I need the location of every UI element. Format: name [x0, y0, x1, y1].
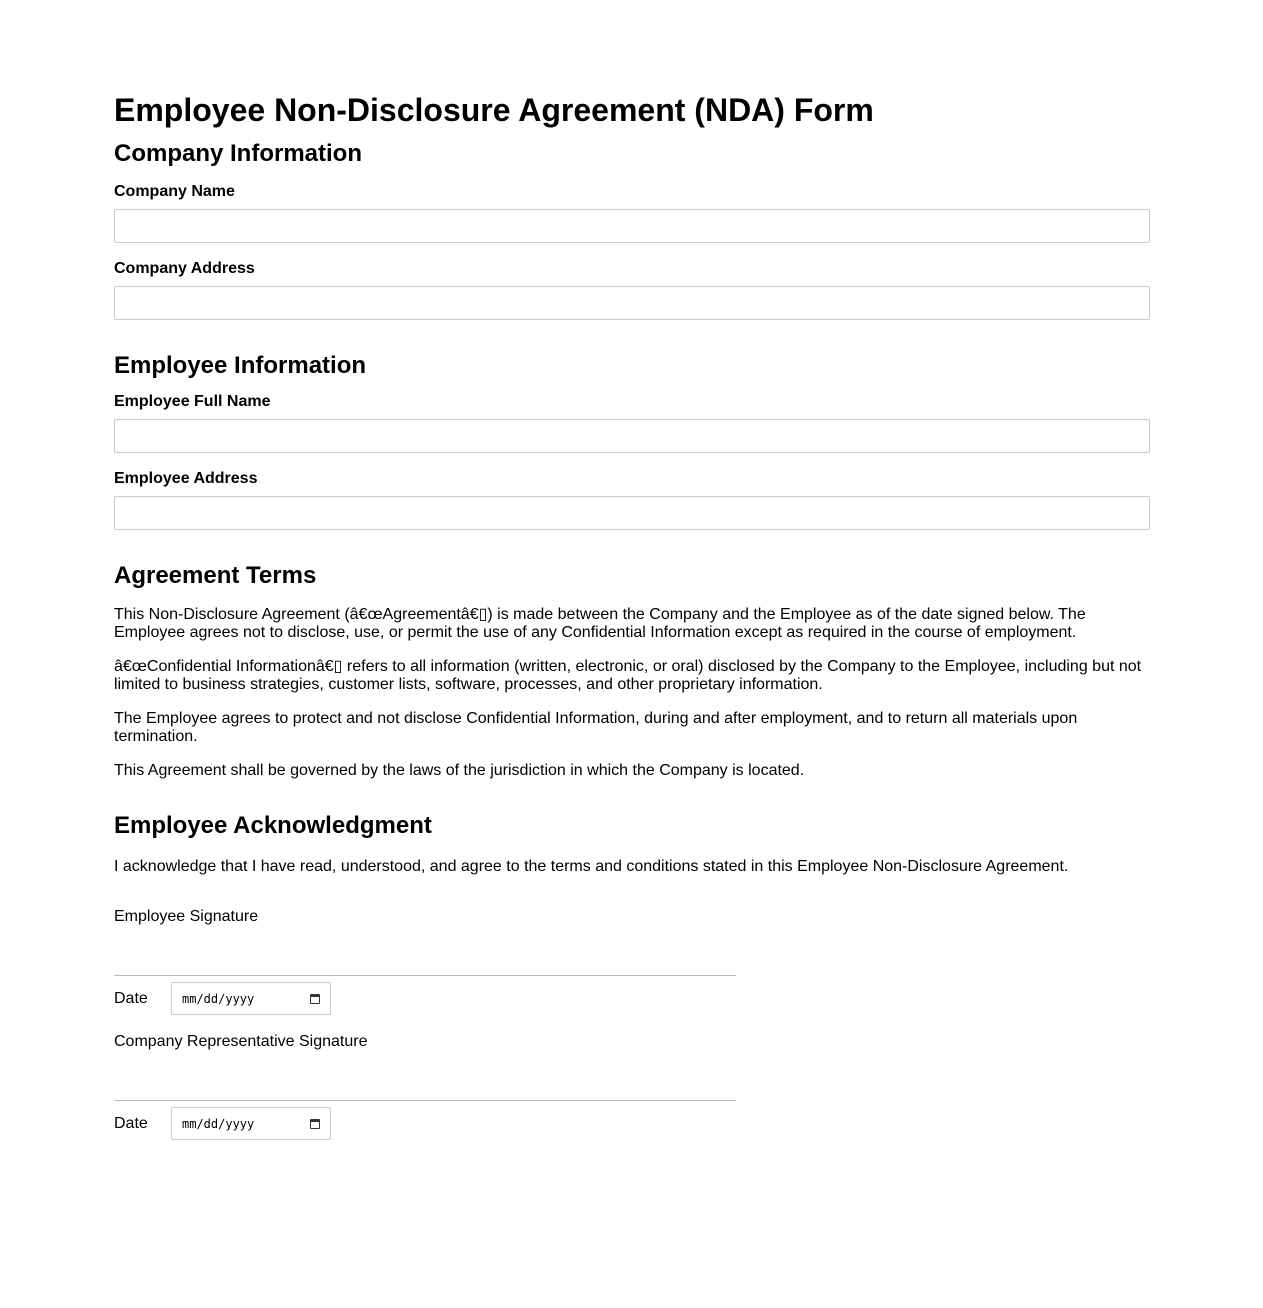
date-placeholder: mm/dd/yyyy	[182, 1116, 255, 1131]
company-address-input[interactable]	[114, 286, 1150, 320]
employee-section-heading: Employee Information	[114, 352, 367, 379]
company-signature-line	[114, 1100, 736, 1101]
acknowledgment-text: I acknowledge that I have read, understood, and agree to the terms and conditions stated in this Employee Non-Disclosure Agreement.	[114, 858, 1069, 875]
employee-signature-line	[114, 975, 736, 976]
employee-address-label: Employee Address	[114, 470, 258, 487]
acknowledgment-section-heading: Employee Acknowledgment	[114, 812, 432, 839]
terms-paragraph: This Agreement shall be governed by the laws of the jurisdiction in which the Company is located.	[114, 762, 805, 779]
terms-section-heading: Agreement Terms	[114, 562, 317, 589]
company-signature-label: Company Representative Signature	[114, 1033, 368, 1050]
company-name-input[interactable]	[114, 209, 1150, 243]
company-signature-area[interactable]	[114, 1051, 1150, 1100]
employee-signature-label: Employee Signature	[114, 908, 259, 925]
calendar-icon[interactable]	[310, 994, 320, 1004]
employee-date-input[interactable]	[171, 982, 331, 1015]
terms-paragraph: This Non-Disclosure Agreement (â€œAgreementâ€▯) is made between the Company and the Employee as of the date signed below. The Employee agrees not to disclose, use, or permit the use of any Confidential Information except as required in the course of employment.	[114, 606, 1086, 641]
company-date-label: Date	[114, 1114, 148, 1132]
employee-address-input[interactable]	[114, 496, 1150, 530]
terms-paragraph: â€œConfidential Informationâ€▯ refers to all information (written, electronic, or oral) disclosed by the Company to the Employee, including but not limited to business strategies, customer lists, software, processes, and other proprietary information.	[114, 658, 1142, 693]
employee-date-label: Date	[114, 989, 148, 1007]
date-placeholder: mm/dd/yyyy	[182, 991, 255, 1006]
company-section-heading: Company Information	[114, 140, 363, 167]
employee-date-row	[114, 982, 1150, 1015]
company-date-input[interactable]	[171, 1107, 331, 1140]
employee-signature-area[interactable]	[114, 926, 1150, 975]
terms-paragraph: The Employee agrees to protect and not disclose Confidential Information, during and after employment, and to return all materials upon termination.	[114, 710, 1078, 745]
calendar-icon[interactable]	[310, 1119, 320, 1129]
employee-name-label: Employee Full Name	[114, 393, 271, 410]
employee-name-input[interactable]	[114, 419, 1150, 453]
company-address-label: Company Address	[114, 260, 255, 277]
company-date-row	[114, 1107, 1150, 1140]
page-title: Employee Non-Disclosure Agreement (NDA) Form	[114, 92, 874, 128]
company-name-label: Company Name	[114, 183, 235, 200]
